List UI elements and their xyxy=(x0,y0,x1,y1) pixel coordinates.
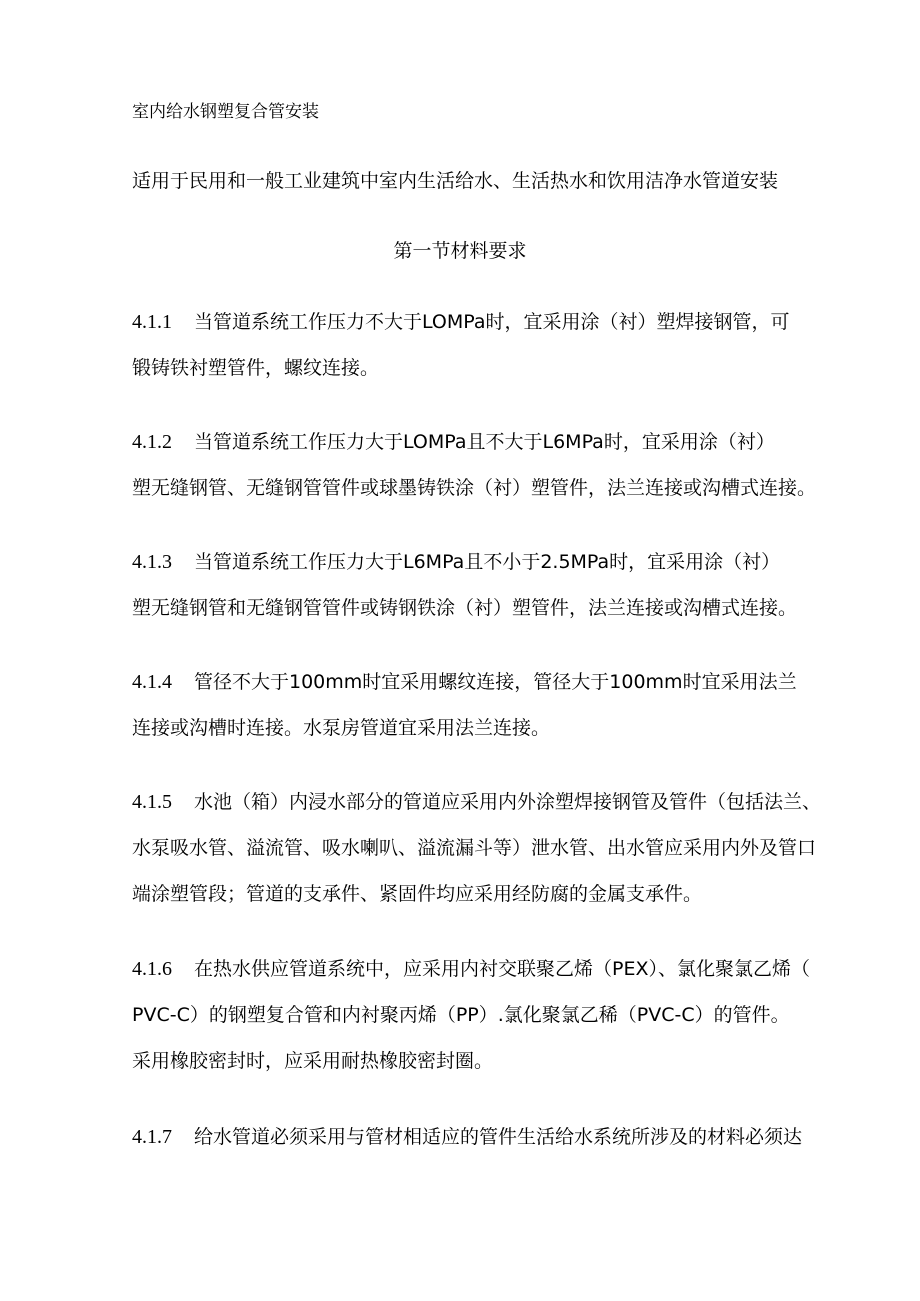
clause-number: 4.1.1 xyxy=(132,311,172,333)
scope-statement: 适用于民用和一般工业建筑中室内生活给水、生活热水和饮用洁净水管道安装 xyxy=(132,170,779,192)
clause-line: 塑无缝钢管和无缝钢管管件或铸钢铁涂（衬）塑管件，法兰连接或沟槽式连接。 xyxy=(132,597,798,619)
clause-line: 采用橡胶密封时，应采用耐热橡胶密封圈。 xyxy=(132,1050,494,1072)
clause-number: 4.1.2 xyxy=(132,431,172,453)
clause-line: 锻铸铁衬塑管件，螺纹连接。 xyxy=(132,357,380,379)
clause-text: 当管道系统工作压力不大于LOMPa时，宜采用涂（衬）塑焊接钢管，可 xyxy=(194,311,790,333)
clause-text: 水池（箱）内浸水部分的管道应采用内外涂塑焊接钢管及管件（包括法兰、 xyxy=(194,791,822,813)
clause-line: PVC-C）的钢塑复合管和内衬聚丙烯（PP）.氯化聚氯乙稀（PVC-C）的管件。 xyxy=(132,1004,790,1026)
clause-text: 给水管道必须采用与管材相适应的管件生活给水系统所涉及的材料必须达 xyxy=(194,1126,803,1148)
clause-line xyxy=(132,779,822,825)
clause-number: 4.1.3 xyxy=(132,551,172,573)
clause-text: 当管道系统工作压力大于L6MPa且不小于2.5MPa时，宜采用涂（衬） xyxy=(194,551,781,573)
clause-text: 当管道系统工作压力大于LOMPa且不大于L6MPa时，宜采用涂（衬） xyxy=(194,431,775,453)
clause-number: 4.1.5 xyxy=(132,791,172,813)
clause-line xyxy=(132,539,812,585)
clause-line: 端涂塑管段；管道的支承件、紧固件均应采用经防腐的金属支承件。 xyxy=(132,883,703,905)
clause-line: 塑无缝钢管、无缝钢管管件或球墨铸铁涂（衬）塑管件，法兰连接或沟槽式连接。 xyxy=(132,477,817,499)
clause-line: 连接或沟槽时连接。水泵房管道宜采用法兰连接。 xyxy=(132,717,551,739)
clause-line xyxy=(132,299,812,345)
clause-line: 水泵吸水管、溢流管、吸水喇叭、溢流漏斗等）泄水管、出水管应采用内外及管口 xyxy=(132,837,817,859)
clause-4-1-7 xyxy=(132,1114,812,1160)
clause-4-1-2 xyxy=(132,419,817,511)
clause-line xyxy=(132,946,812,992)
clause-4-1-5 xyxy=(132,779,822,917)
section-heading: 第一节材料要求 xyxy=(393,240,527,262)
clause-text: 在热水供应管道系统中，应采用内衬交联聚乙烯（PEX）、氯化聚氯乙烯（ xyxy=(194,958,810,980)
clause-number: 4.1.7 xyxy=(132,1126,172,1148)
clause-text: 管径不大于100mm时宜采用螺纹连接，管径大于100mm时宜采用法兰 xyxy=(194,671,797,693)
clause-4-1-3 xyxy=(132,539,812,631)
clause-line xyxy=(132,419,812,465)
clause-4-1-1 xyxy=(132,299,812,391)
clause-number: 4.1.4 xyxy=(132,671,172,693)
clause-number: 4.1.6 xyxy=(132,958,172,980)
clause-4-1-6 xyxy=(132,946,812,1084)
document-title: 室内给水钢塑复合管安装 xyxy=(132,102,319,122)
clause-line xyxy=(132,1114,812,1160)
clause-line xyxy=(132,659,812,705)
clause-4-1-4 xyxy=(132,659,812,751)
